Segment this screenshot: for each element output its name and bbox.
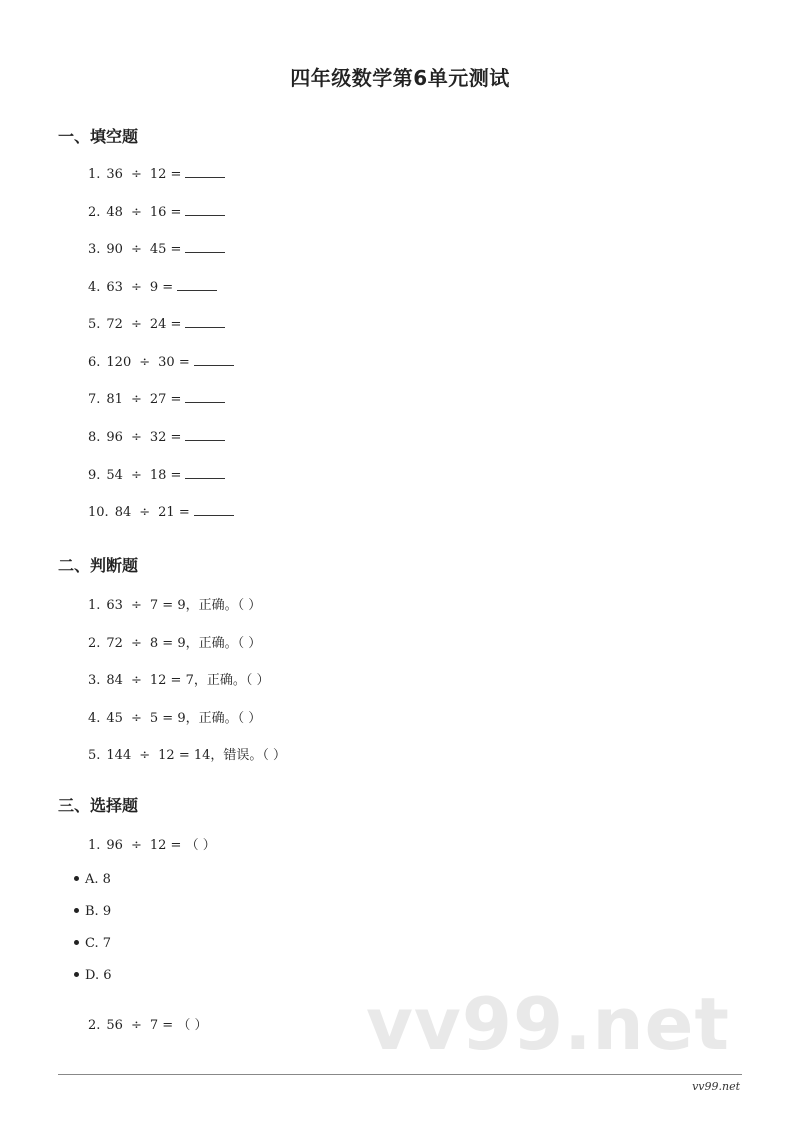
footer-divider xyxy=(58,1074,742,1075)
fill-question xyxy=(88,391,225,407)
divisor: 12 xyxy=(149,673,167,688)
divide-sign: ÷ xyxy=(130,598,142,613)
question-number: 5. xyxy=(88,317,101,332)
divisor: 45 xyxy=(149,242,167,257)
choice-question xyxy=(88,1014,207,1033)
divisor: 5 xyxy=(149,711,159,726)
fill-question xyxy=(88,316,225,332)
choice-question xyxy=(88,834,216,853)
judge-question xyxy=(88,594,261,613)
dividend: 84 xyxy=(106,673,123,688)
divide-sign: ÷ xyxy=(130,167,142,182)
choice-option-c[interactable] xyxy=(74,936,111,951)
equals-sign: = xyxy=(162,598,174,613)
judge-question xyxy=(88,632,261,651)
question-number: 1. xyxy=(88,838,101,853)
divide-sign: ÷ xyxy=(130,838,142,853)
divide-sign: ÷ xyxy=(130,673,142,688)
answer-blank[interactable] xyxy=(194,504,234,516)
question-number: 5. xyxy=(88,748,101,763)
question-number: 3. xyxy=(88,673,101,688)
divisor: 21 xyxy=(158,505,175,520)
equals-sign: = xyxy=(170,242,182,257)
fill-question xyxy=(88,279,217,295)
bullet-icon xyxy=(74,972,79,977)
divide-sign: ÷ xyxy=(130,468,142,483)
divisor: 18 xyxy=(149,468,167,483)
answer-blank[interactable] xyxy=(185,204,225,216)
equals-sign: = xyxy=(170,673,182,688)
statement-text: 14，错误。（ ） xyxy=(193,748,287,763)
question-number: 2. xyxy=(88,636,101,651)
page-title: 四年级数学第6单元测试 xyxy=(290,66,510,90)
divide-sign: ÷ xyxy=(130,1018,142,1033)
option-label: C. 7 xyxy=(85,936,112,951)
option-label: D. 6 xyxy=(85,968,112,983)
choice-option-d[interactable] xyxy=(74,968,112,983)
question-number: 4. xyxy=(88,711,101,726)
option-label: A. 8 xyxy=(85,872,111,887)
dividend: 72 xyxy=(106,317,123,332)
statement-text: 9，正确。（ ） xyxy=(177,598,262,613)
divide-sign: ÷ xyxy=(130,711,142,726)
divisor: 24 xyxy=(149,317,167,332)
question-number: 1. xyxy=(88,598,101,613)
divide-sign: ÷ xyxy=(130,205,142,220)
dividend: 45 xyxy=(106,711,123,726)
question-number: 2. xyxy=(88,1018,101,1033)
divisor: 30 xyxy=(158,355,175,370)
question-number: 8. xyxy=(88,430,101,445)
equals-sign: = xyxy=(170,392,182,407)
dividend: 96 xyxy=(106,430,123,445)
fill-question xyxy=(88,166,225,182)
dividend: 56 xyxy=(106,1018,123,1033)
dividend: 90 xyxy=(106,242,123,257)
dividend: 54 xyxy=(106,468,123,483)
divide-sign: ÷ xyxy=(139,748,151,763)
dividend: 144 xyxy=(106,748,132,763)
equals-sign: = xyxy=(162,280,174,295)
bullet-icon xyxy=(74,908,79,913)
answer-blank[interactable] xyxy=(185,241,225,253)
dividend: 63 xyxy=(106,598,123,613)
footer-site-label: vv99.net xyxy=(692,1080,740,1093)
divisor: 27 xyxy=(149,392,167,407)
dividend: 81 xyxy=(106,392,123,407)
equals-sign: = xyxy=(162,711,174,726)
divide-sign: ÷ xyxy=(130,636,142,651)
answer-blank[interactable] xyxy=(185,166,225,178)
equals-sign: = xyxy=(170,838,182,853)
equals-sign: = xyxy=(170,430,182,445)
divisor: 32 xyxy=(149,430,167,445)
divisor: 9 xyxy=(149,280,159,295)
equals-sign: = xyxy=(178,748,190,763)
judge-question xyxy=(88,744,286,763)
answer-blank[interactable] xyxy=(177,279,217,291)
divide-sign: ÷ xyxy=(130,242,142,257)
equals-sign: = xyxy=(178,355,190,370)
statement-text: 9，正确。（ ） xyxy=(177,636,262,651)
equals-sign: = xyxy=(170,317,182,332)
dividend: 48 xyxy=(106,205,123,220)
divide-sign: ÷ xyxy=(130,430,142,445)
divisor: 12 xyxy=(149,167,167,182)
question-number: 10. xyxy=(88,505,109,520)
watermark: vv99.net xyxy=(366,982,730,1066)
divisor: 12 xyxy=(158,748,175,763)
question-number: 4. xyxy=(88,280,101,295)
dividend: 72 xyxy=(106,636,123,651)
answer-parentheses: （ ） xyxy=(177,1018,208,1033)
answer-blank[interactable] xyxy=(185,467,225,479)
dividend: 63 xyxy=(106,280,123,295)
divisor: 7 xyxy=(149,598,159,613)
divide-sign: ÷ xyxy=(130,280,142,295)
dividend: 96 xyxy=(106,838,123,853)
dividend: 36 xyxy=(106,167,123,182)
equals-sign: = xyxy=(170,468,182,483)
fill-question xyxy=(88,467,225,483)
equals-sign: = xyxy=(170,205,182,220)
equals-sign: = xyxy=(162,636,174,651)
equals-sign: = xyxy=(178,505,190,520)
fill-question xyxy=(88,429,225,445)
fill-question xyxy=(88,241,225,257)
question-number: 1. xyxy=(88,167,101,182)
divide-sign: ÷ xyxy=(130,392,142,407)
divide-sign: ÷ xyxy=(130,317,142,332)
option-label: B. 9 xyxy=(85,904,112,919)
equals-sign: = xyxy=(162,1018,174,1033)
answer-blank[interactable] xyxy=(185,391,225,403)
dividend: 84 xyxy=(114,505,132,520)
divide-sign: ÷ xyxy=(139,355,151,370)
section-heading-choice: 三、选择题 xyxy=(58,796,139,815)
answer-blank[interactable] xyxy=(194,354,234,366)
question-number: 2. xyxy=(88,205,101,220)
choice-option-b[interactable] xyxy=(74,904,111,919)
equals-sign: = xyxy=(170,167,182,182)
divisor: 7 xyxy=(149,1018,159,1033)
judge-question xyxy=(88,669,270,688)
fill-question xyxy=(88,354,234,370)
bullet-icon xyxy=(74,940,79,945)
judge-question xyxy=(88,707,261,726)
statement-text: 9，正确。（ ） xyxy=(177,711,262,726)
answer-blank[interactable] xyxy=(185,316,225,328)
divisor: 16 xyxy=(149,205,167,220)
answer-blank[interactable] xyxy=(185,429,225,441)
statement-text: 7，正确。（ ） xyxy=(185,673,270,688)
fill-question xyxy=(88,204,225,220)
divisor: 8 xyxy=(149,636,159,651)
question-number: 3. xyxy=(88,242,101,257)
question-number: 6. xyxy=(88,355,101,370)
divisor: 12 xyxy=(149,838,167,853)
fill-question xyxy=(88,504,234,520)
question-number: 7. xyxy=(88,392,101,407)
choice-option-a[interactable] xyxy=(74,872,111,887)
question-number: 9. xyxy=(88,468,101,483)
bullet-icon xyxy=(74,876,79,881)
section-heading-fill: 一、填空题 xyxy=(58,127,139,146)
section-heading-judge: 二、判断题 xyxy=(58,556,139,575)
dividend: 120 xyxy=(106,355,132,370)
divide-sign: ÷ xyxy=(139,505,151,520)
answer-parentheses: （ ） xyxy=(185,838,216,853)
